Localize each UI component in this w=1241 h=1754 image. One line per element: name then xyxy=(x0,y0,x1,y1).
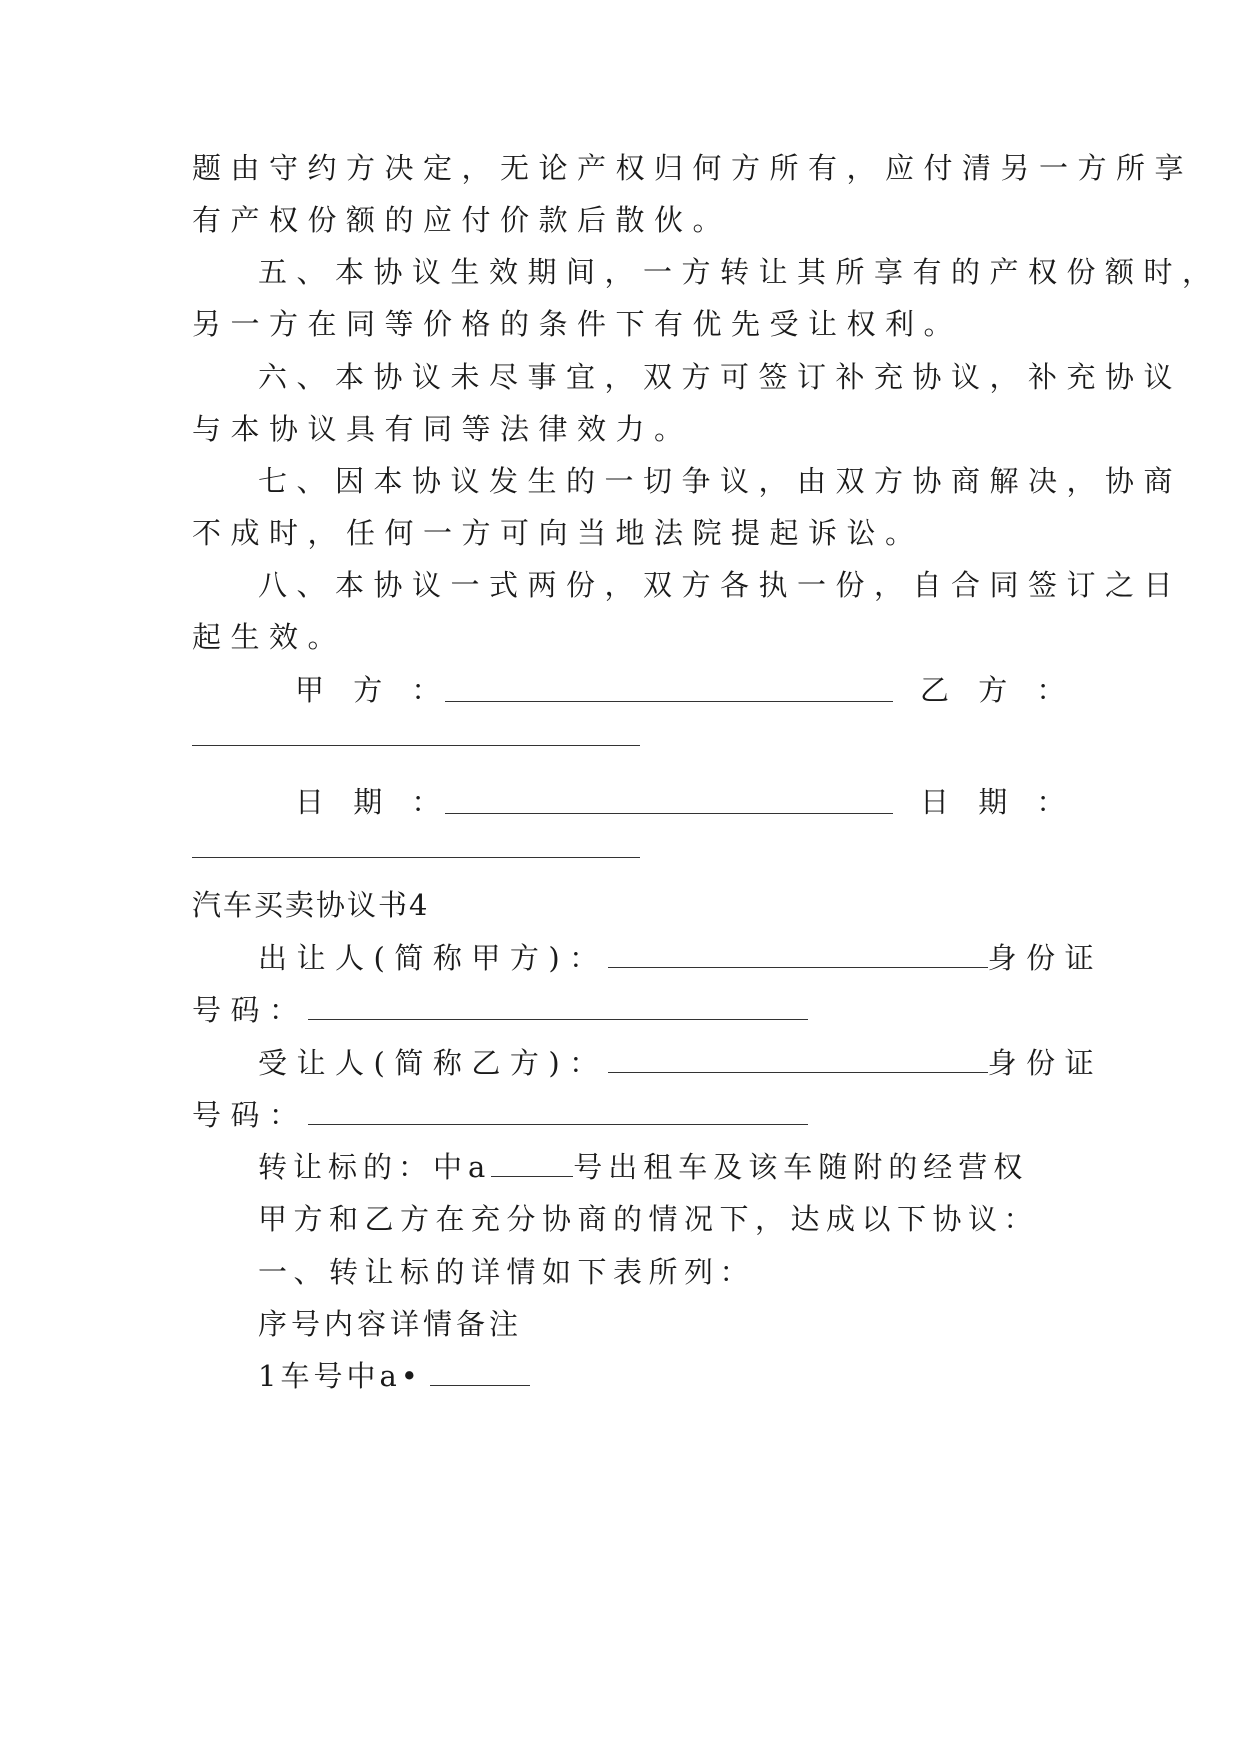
clause-5: 五、本协议生效期间，一方转让其所享有的产权份额时， xyxy=(258,255,1221,289)
row-1-text: 1车号中a• xyxy=(258,1359,422,1393)
transferor-label: 出让人(简称甲方)： xyxy=(258,941,608,975)
paragraph-line: 有产权份额的应付价款后散伙。 xyxy=(192,203,732,237)
date-a-line xyxy=(445,812,893,814)
clause-8: 八、本协议一式两份，双方各执一份，自合同签订之日 xyxy=(258,568,1183,602)
date-b-line xyxy=(192,856,640,858)
id-number-blank xyxy=(308,1096,808,1125)
clause-7: 七、因本协议发生的一切争议，由双方协商解决，协商 xyxy=(258,464,1183,498)
subject-suffix: 号出租车及该车随附的经营权 xyxy=(573,1150,1029,1184)
id-number-line xyxy=(192,1095,1052,1135)
clause-6: 六、本协议未尽事宜，双方可签订补充协议，补充协议 xyxy=(258,360,1183,394)
paragraph-line: 不成时，任何一方可向当地法院提起诉讼。 xyxy=(192,516,924,550)
id-number-blank xyxy=(308,991,808,1020)
id-number-label: 号码： xyxy=(192,993,308,1027)
agreement-intro: 甲方和乙方在充分协商的情况下，达成以下协议： xyxy=(258,1202,1040,1236)
paragraph-line: 题由守约方决定，无论产权归何方所有，应付清另一方所享 xyxy=(192,151,1194,185)
plate-blank xyxy=(491,1148,573,1177)
paragraph-line: 与本协议具有同等法律效力。 xyxy=(192,412,693,446)
clause-1: 一、转让标的详情如下表所列： xyxy=(258,1255,756,1289)
party-b-label: 乙 方 ： xyxy=(920,673,1076,707)
party-a-label: 甲 方 ： xyxy=(295,673,451,707)
row-1-blank xyxy=(430,1357,530,1386)
transferee-label: 受让人(简称乙方)： xyxy=(258,1046,608,1080)
transferee-blank xyxy=(608,1044,988,1073)
subject-line xyxy=(258,1147,1118,1187)
id-number-label: 号码： xyxy=(192,1098,308,1132)
section-title: 汽车买卖协议书4 xyxy=(192,888,430,922)
table-header: 序号内容详情备注 xyxy=(258,1307,523,1341)
paragraph-line: 另一方在同等价格的条件下有优先受让权利。 xyxy=(192,307,963,341)
date-b-label: 日 期 ： xyxy=(920,785,1076,819)
table-row-1 xyxy=(258,1356,1118,1396)
date-a-label: 日 期 ： xyxy=(295,785,451,819)
id-label: 身份证 xyxy=(987,941,1104,975)
transferee-line xyxy=(258,1043,1104,1083)
party-a-signature-line xyxy=(445,700,893,702)
paragraph-line: 起生效。 xyxy=(192,620,347,654)
transferor-line xyxy=(258,938,1104,978)
subject-prefix: 转让标的：中a xyxy=(258,1150,492,1184)
transferor-blank xyxy=(608,939,988,968)
party-b-signature-line xyxy=(192,744,640,746)
id-label: 身份证 xyxy=(987,1046,1104,1080)
id-number-line xyxy=(192,990,1052,1030)
